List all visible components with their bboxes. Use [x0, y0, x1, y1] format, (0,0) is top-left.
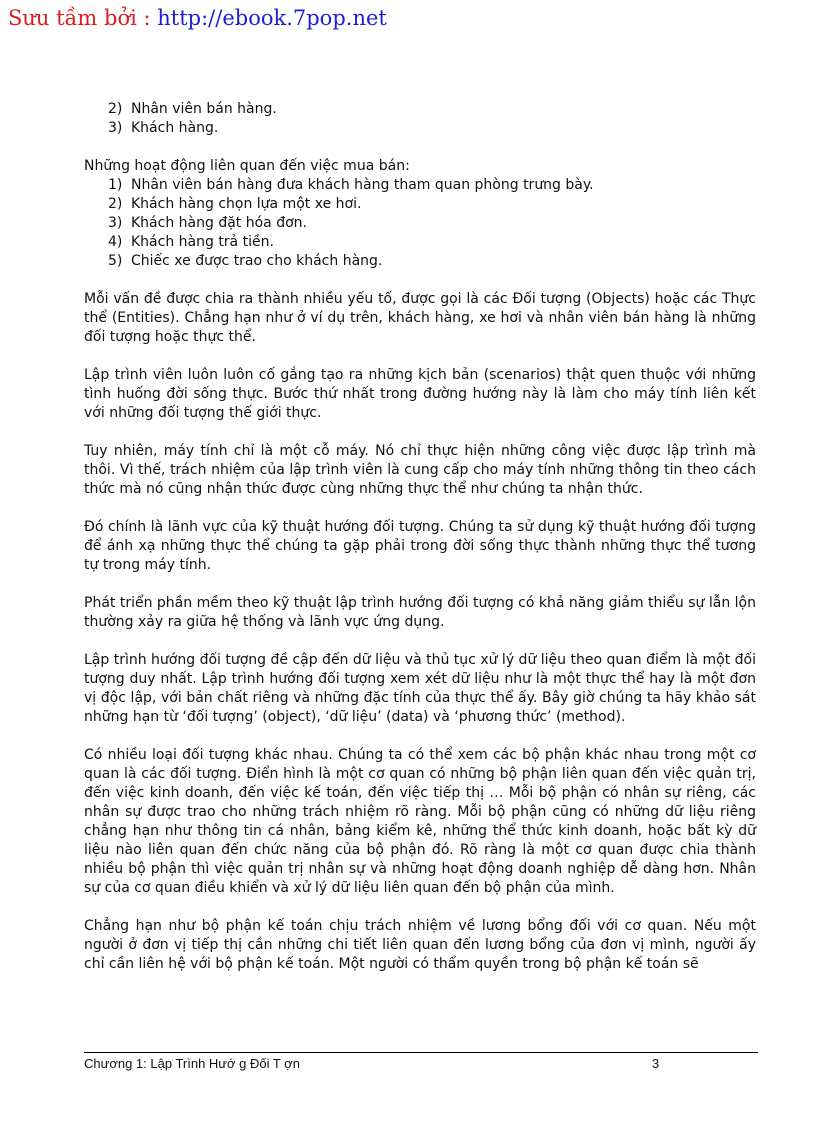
list-item-text: Khách hàng trả tiền.: [131, 234, 274, 250]
activities-lead: Những hoạt động liên quan đến việc mua bán:: [84, 158, 410, 174]
footer-chapter-title: Chương 1: Lập Trình Hướ g Đối T ợn: [84, 1056, 300, 1071]
paragraph-objects: Mỗi vấn đề được chia ra thành nhiều yếu tố, được gọi là các Đối tượng (Objects) hoặc các Thực thể (Entities). Chẳng hạn như ở ví dụ trên, khách hàng, xe hơi và nhân viên bán hàng là những đối tượng hoặc thực thể.: [84, 291, 756, 345]
watermark: [8, 6, 387, 30]
watermark-url[interactable]: http://ebook.7pop.net: [157, 6, 387, 30]
paragraph-object-types: Có nhiều loại đối tượng khác nhau. Chúng ta có thể xem các bộ phận khác nhau trong một cơ quan là các đối tượng. Điển hình là một cơ quan có những bộ phận liên quan đến việc quản trị, đến việc kinh doanh, đến việc kế toán, đến việc tiếp thị … Mỗi bộ phận có nhân sự riêng, các nhân sự được trao cho những trách nhiệm rõ ràng. Mỗi bộ phận cũng có những dữ liệu riêng chẳng hạn như thông tin cá nhân, bảng kiểm kê, những thể thức kinh doanh, hoặc bất kỳ dữ liệu nào liên quan đến chức năng của bộ phận đó. Rõ ràng là một cơ quan được chia thành nhiều bộ phận thì việc quản trị nhân sự và những hoạt động doanh nghiệp dễ dàng hơn. Nhân sự của cơ quan điều khiển và xử lý dữ liệu liên quan đến bộ phận của mình.: [84, 747, 756, 896]
activities-list: [84, 176, 756, 271]
paragraph-oop-field: Đó chính là lãnh vực của kỹ thuật hướng đối tượng. Chúng ta sử dụng kỹ thuật hướng đối tượng để ánh xạ những thực thể chúng ta gặp phải trong đời sống thực thành những thực thể tương tự trong máy tính.: [84, 519, 756, 573]
footer-divider: [84, 1052, 758, 1053]
list-item-number: 3): [108, 120, 123, 136]
list-item-number: 4): [108, 234, 123, 250]
list-item: [84, 119, 756, 138]
list-item-text: Nhân viên bán hàng.: [131, 101, 277, 117]
list-item-number: 3): [108, 215, 123, 231]
page-body: [84, 100, 756, 993]
list-item: [84, 176, 756, 195]
watermark-label: Sưu tầm bởi :: [8, 6, 151, 30]
paragraph-software-dev: Phát triển phần mềm theo kỹ thuật lập trình hướng đối tượng có khả năng giảm thiểu sự lẫn lộn thường xảy ra giữa hệ thống và lãnh vực ứng dụng.: [84, 595, 756, 630]
list-item-number: 1): [108, 177, 123, 193]
list-item: [84, 195, 756, 214]
paragraph-machine: Tuy nhiên, máy tính chỉ là một cỗ máy. Nó chỉ thực hiện những công việc được lập trình mà thôi. Vì thế, trách nhiệm của lập trình viên là cung cấp cho máy tính những thông tin theo cách thức mà nó cũng nhận thức được cùng những thực thể như chúng ta nhận thức.: [84, 443, 756, 497]
paragraph-scenarios: Lập trình viên luôn luôn cố gắng tạo ra những kịch bản (scenarios) thật quen thuộc với những tình huống đời sống thực. Bước thứ nhất trong đường hướng này là làm cho máy tính liên kết với những đối tượng thế giới thực.: [84, 367, 756, 421]
list-item-text: Khách hàng chọn lựa một xe hơi.: [131, 196, 362, 212]
participants-list: [84, 100, 756, 138]
list-item-number: 2): [108, 101, 123, 117]
page-number: 3: [652, 1056, 660, 1071]
list-item: [84, 252, 756, 271]
paragraph-data-procedures: Lập trình hướng đối tượng đề cập đến dữ liệu và thủ tục xử lý dữ liệu theo quan điểm là một đối tượng duy nhất. Lập trình hướng đối tượng xem xét dữ liệu như là một thực thể hay là một đơn vị độc lập, với bản chất riêng và những đặc tính của thực thể ấy. Bây giờ chúng ta hãy khảo sát những hạn từ ‘đối tượng’ (object), ‘dữ liệu’ (data) và ‘phương thức’ (method).: [84, 652, 757, 725]
list-item: [84, 214, 756, 233]
list-item-text: Khách hàng đặt hóa đơn.: [131, 215, 307, 231]
list-item-number: 5): [108, 253, 123, 269]
list-item: [84, 100, 756, 119]
list-item-text: Khách hàng.: [131, 120, 219, 136]
list-item: [84, 233, 756, 252]
list-item-text: Chiếc xe được trao cho khách hàng.: [131, 253, 383, 269]
list-item-text: Nhân viên bán hàng đưa khách hàng tham quan phòng trưng bày.: [131, 177, 594, 193]
list-item-number: 2): [108, 196, 123, 212]
paragraph-accounting: Chẳng hạn như bộ phận kế toán chịu trách nhiệm về lương bổng đối với cơ quan. Nếu một người ở đơn vị tiếp thị cần những chi tiết liên quan đến lương bổng của đơn vị mình, người ấy chỉ cần liên hệ với bộ phận kế toán. Một người có thẩm quyền trong bộ phận kế toán sẽ: [84, 918, 756, 972]
